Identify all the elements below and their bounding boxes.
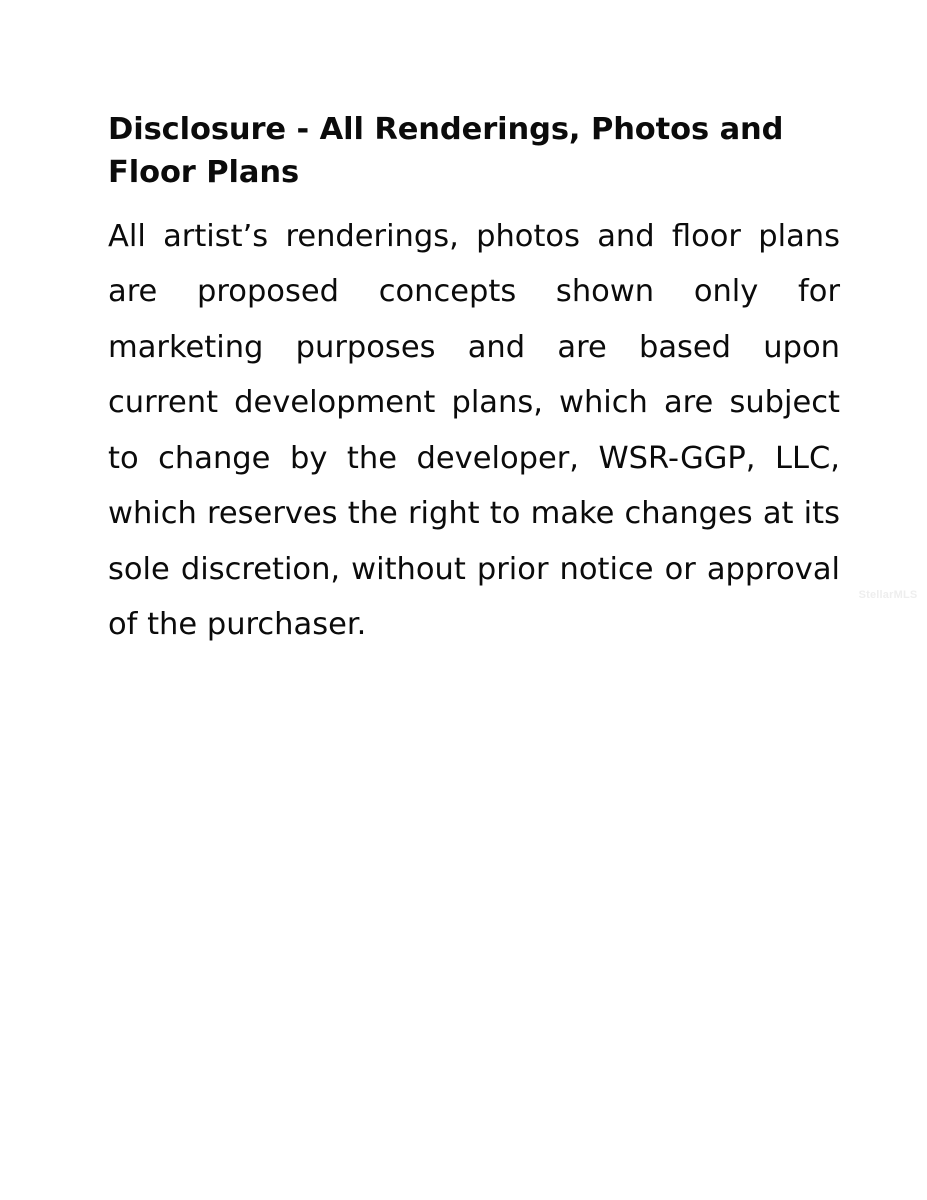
page-title: Disclosure - All Renderings, Photos and Floor Plans (108, 112, 784, 191)
stellarmls-watermark: StellarMLS (858, 589, 918, 601)
disclosure-paragraph: All artist’s renderings, photos and floor plans are proposed concepts shown only for marketing purposes and are based upon current development plans, which are subject to change by the developer, WSR-GGP, LLC, which reserves the right to make changes at its sole discretion, without prior notice or approval of the purchaser. (108, 218, 840, 643)
document-content (108, 108, 840, 653)
